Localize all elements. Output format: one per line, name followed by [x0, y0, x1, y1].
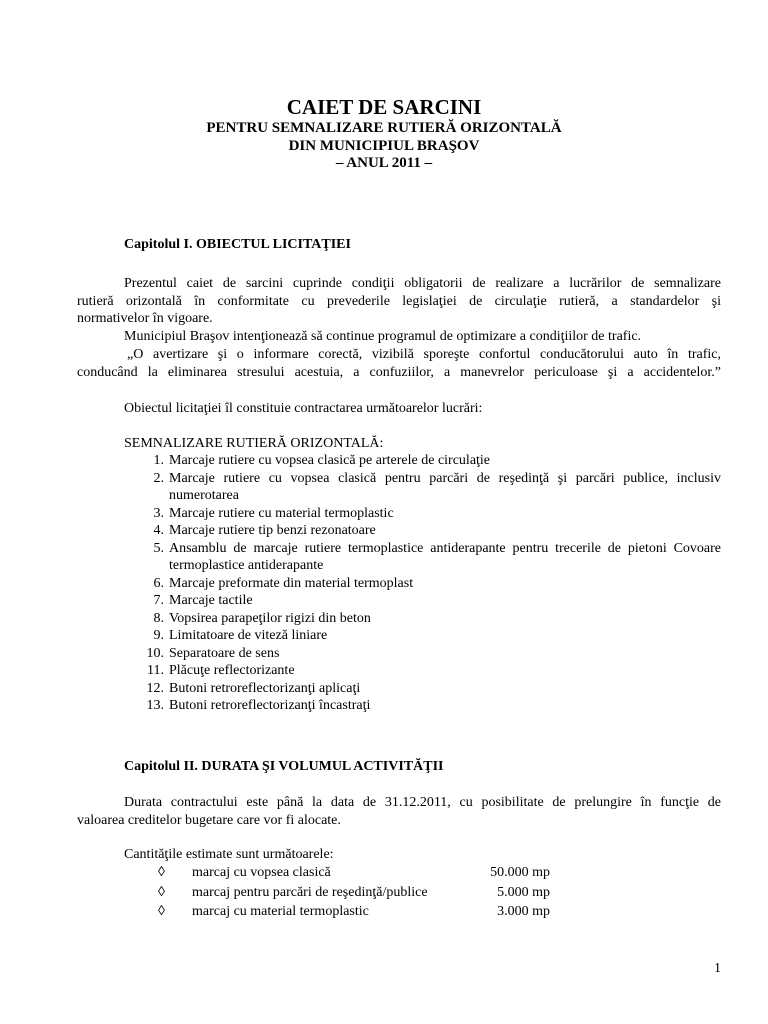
- list-item-text: Marcaje rutiere cu material termoplastic: [169, 505, 394, 521]
- quantity-row: [158, 902, 550, 922]
- list-heading: SEMNALIZARE RUTIERĂ ORIZONTALĂ:: [124, 436, 384, 451]
- bullet-icon: ◊: [158, 865, 165, 880]
- list-item: [124, 697, 721, 715]
- list-item-number: 4.: [153, 523, 164, 538]
- list-item-text: Vopsirea parapeţilor rigizi din beton: [169, 610, 371, 626]
- list-item-number: 9.: [153, 628, 164, 643]
- list-item-number: 8.: [153, 610, 164, 626]
- chapter-1-heading: Capitolul I. OBIECTUL LICITAŢIEI: [124, 237, 351, 252]
- list-item: [124, 522, 721, 540]
- subtitle-year: – ANUL 2011 –: [335, 155, 433, 171]
- subtitle-line-1: PENTRU SEMNALIZARE RUTIERĂ ORIZONTALĂ: [206, 120, 562, 136]
- list-item-number: 12.: [146, 680, 164, 696]
- quantity-row: [158, 883, 550, 903]
- quantity-row: [158, 863, 550, 883]
- quantity-label: marcaj cu vopsea clasică: [192, 865, 331, 880]
- list-item-text: Marcaje rutiere cu vopsea clasică pentru parcări de reşedinţă şi parcări publice, inclusiv numerotarea: [169, 470, 721, 503]
- list-item: [124, 540, 721, 575]
- list-item: [124, 575, 721, 593]
- list-item-number: 1.: [153, 453, 164, 468]
- chapter-2-heading: Capitolul II. DURATA ŞI VOLUMUL ACTIVITĂŢII: [124, 759, 444, 774]
- bullet-icon: ◊: [158, 884, 165, 900]
- quantity-label: marcaj cu material termoplastic: [192, 904, 369, 919]
- subtitle-line-2: DIN MUNICIPIUL BRAŞOV: [288, 137, 480, 154]
- chapter-1-quote: „O avertizare şi o informare corectă, vizibilă sporeşte confortul conducătorului auto în trafic, conducând la eliminarea stresului acestuia, a confuziilor, a manevrelor periculoase şi a accidentelor.”: [77, 347, 721, 380]
- chapter-1-paragraph-1: Prezentul caiet de sarcini cuprinde condiţii obligatorii de realizare a lucrărilor de semnalizare rutieră orizontală în conformitate cu prevederile legislaţiei de circulaţie rutieră, a standardelor şi normativelor în vigoare.: [77, 276, 721, 326]
- list-item-text: Marcaje tactile: [169, 593, 253, 608]
- bullet-icon: ◊: [158, 904, 165, 919]
- list-item: [124, 645, 721, 663]
- list-item-number: 5.: [153, 540, 164, 556]
- document-title: CAIET DE SARCINI: [286, 95, 482, 119]
- title-block: [0, 94, 768, 173]
- list-item-number: 3.: [153, 505, 164, 521]
- list-item: [124, 680, 721, 698]
- list-item-number: 2.: [153, 470, 164, 486]
- quantity-label: marcaj pentru parcări de reşedinţă/publice: [192, 884, 428, 900]
- list-item: [124, 452, 721, 470]
- list-item-number: 10.: [146, 645, 164, 661]
- list-item-text: Butoni retroreflectorizanţi aplicaţi: [169, 680, 361, 696]
- list-item-number: 11.: [147, 663, 164, 678]
- list-item-text: Marcaje preformate din material termoplast: [169, 575, 414, 591]
- chapter-1-paragraph-2: Municipiul Braşov intenţionează să continue programul de optimizare a condiţiilor de trafic.: [124, 329, 642, 344]
- list-item-text: Limitatoare de viteză liniare: [169, 628, 328, 643]
- list-item-number: 7.: [153, 593, 164, 608]
- list-item-number: 6.: [153, 575, 164, 591]
- list-item: [124, 470, 721, 505]
- list-item-text: Separatoare de sens: [169, 645, 280, 661]
- list-item-text: Plăcuţe reflectorizante: [169, 663, 295, 678]
- quantity-value: 5.000 mp: [497, 884, 550, 900]
- chapter-2-paragraph-1: Durata contractului este până la data de 31.12.2011, cu posibilitate de prelungire în funcţie de valoarea creditelor bugetare care vor fi alocate.: [77, 795, 721, 828]
- works-list: [124, 452, 721, 715]
- list-item: [124, 505, 721, 523]
- chapter-1-paragraph-4: Obiectul licitaţiei îl constituie contractarea următoarelor lucrări:: [124, 401, 483, 416]
- list-item-text: Marcaje rutiere cu vopsea clasică pe arterele de circulaţie: [169, 453, 491, 468]
- list-item-number: 13.: [146, 698, 164, 713]
- list-item-text: Marcaje rutiere tip benzi rezonatoare: [169, 523, 376, 538]
- list-item: [124, 627, 721, 645]
- quantities-list: [158, 863, 550, 922]
- quantity-value: 50.000 mp: [490, 865, 550, 880]
- list-item: [124, 610, 721, 628]
- list-item-text: Ansamblu de marcaje rutiere termoplastice antiderapante pentru trecerile de pietoni Covoare termoplastice antiderapante: [169, 540, 721, 573]
- quantity-value: 3.000 mp: [497, 904, 550, 919]
- list-item-text: Butoni retroreflectorizanţi încastraţi: [169, 698, 371, 713]
- chapter-2-paragraph-2: Cantităţile estimate sunt următoarele:: [124, 847, 334, 862]
- list-item: [124, 592, 721, 610]
- page-number: 1: [714, 961, 721, 976]
- list-item: [124, 662, 721, 680]
